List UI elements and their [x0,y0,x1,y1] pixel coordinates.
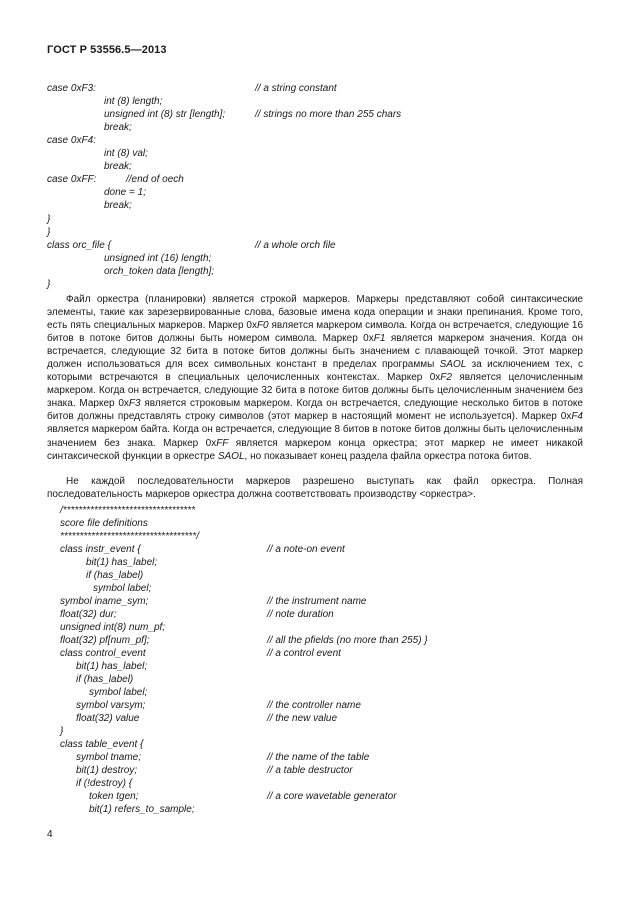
code1-line: } [47,226,51,238]
code2-comment: // the instrument name [267,596,367,607]
code2-line: symbol label; [93,583,152,594]
code2-line: bit(1) has_label; [86,557,158,568]
code2-line: symbol iname_sym; [60,596,149,607]
code2-line: symbol tname; [76,752,142,763]
code2-line: class control_event [60,648,146,659]
code2-comment: // the name of the table [267,752,370,763]
code1-line: unsigned int (16) length; [104,252,212,264]
code2-comment: // a control event [267,648,341,659]
code2-line: token tgen; [89,791,139,802]
code2-line: float(32) dur; [60,609,117,620]
code2-line: bit(1) destroy; [76,765,138,776]
code2-line: if (has_label) [76,674,134,685]
code1-line: case 0xF4: [47,135,96,147]
code2-line: if (has_label) [86,570,144,581]
code2-comment: // the new value [267,713,338,724]
code2-line: class table_event { [60,739,144,750]
code1-comment: // a string constant [255,83,337,94]
code1-line: } [47,278,51,290]
code1-line: done = 1; [104,187,146,199]
code2-line: } [60,726,64,737]
code2-line: /********************************** [60,505,196,516]
code1-line: break; [104,200,132,212]
code2-comment: // all the pfields (no more than 255) } [267,635,428,646]
code1-line: } [47,213,51,225]
code2-line: bit(1) refers_to_sample; [89,804,195,815]
code1-line: int (8) val; [104,148,148,160]
code1-line: case 0xFF: [47,174,97,186]
code2-comment: // a note-on event [267,544,345,555]
code2-line: float(32) value [76,713,140,724]
code1-comment: //end of oech [126,174,184,186]
code1-line: orch_token data [length]; [104,265,215,277]
code2-line: symbol label; [89,687,148,698]
code2-line: unsigned int(8) num_pf; [60,622,166,633]
paragraph-token-sequence: Не каждой последовательности маркеров разрешено выступать как файл оркестра. Полная последовательность маркеров оркестра должна соответствовать производству <оркестра>. [47,476,583,501]
code2-line: ***********************************/ [60,531,199,542]
code2-line: bit(1) has_label; [76,661,148,672]
code1-line: case 0xF3: [47,83,96,94]
code2-comment: // a core wavetable generator [267,791,397,802]
code1-comment: // strings no more than 255 chars [255,109,402,121]
code2-line: if (!destroy) { [76,778,133,789]
code1-line: break; [104,122,132,134]
code1-line: int (8) length; [104,96,163,108]
code2-comment: // the controller name [267,700,361,711]
code1-line: class orc_file { [47,239,111,251]
code1-line: unsigned int (8) str [length]; [104,109,226,121]
code1-line: break; [104,161,132,173]
paragraph-orchestra-tokens: Файл оркестра (планировки) является строкой маркеров. Маркеры представляют собой синтаксические элементы, такие как зарезервированные слова, базовые имена кода операции и знаки препинания. Кроме того, есть пять специальных маркеров. Маркер 0xF0 является маркером символа. Когда он встречается, следующие 16 битов в потоке битов должны быть номером символа. Маркер 0xF1 является маркером значения. Когда он встречается, следующие 32 бита в потоке битов должны быть значением с плавающей точкой. Этот маркер должен использоваться для всех символьных констант в пределах программы SAOL за исключением тех, с которыми встречаются в специальных целочисленных контекстах. Маркер 0xF2 является целочисленным маркером. Когда он встречается, следующие 32 бита в потоке битов должны быть целочисленным значением без знака. Маркер 0xF3 является строковым маркером. Когда он встречается, следующие несколько битов в потоке битов должны представлять строку символов (этот маркер в настоящий момент не используется). Маркер 0xF4 является маркером байта. Когда он встречается, следующие 8 битов в потоке битов должны быть целочисленным значением без знака. Маркер 0xFF является маркером конца оркестра; этот маркер не имеет никакой синтаксической функции в оркестре SAOL, но показывает конец раздела файла оркестра потока битов. [47,294,584,462]
code2-comment: // note duration [267,609,334,620]
document-header: ГОСТ Р 53556.5—2013 [47,44,167,56]
code1-comment: // a whole orch file [255,239,336,251]
code2-comment: // a table destructor [267,765,353,776]
code2-line: float(32) pf[num_pf]; [60,635,150,646]
page-number: 4 [47,829,53,840]
code2-line: class instr_event { [60,544,141,555]
code2-line: score file definitions [60,518,148,529]
code2-line: symbol varsym; [76,700,146,711]
